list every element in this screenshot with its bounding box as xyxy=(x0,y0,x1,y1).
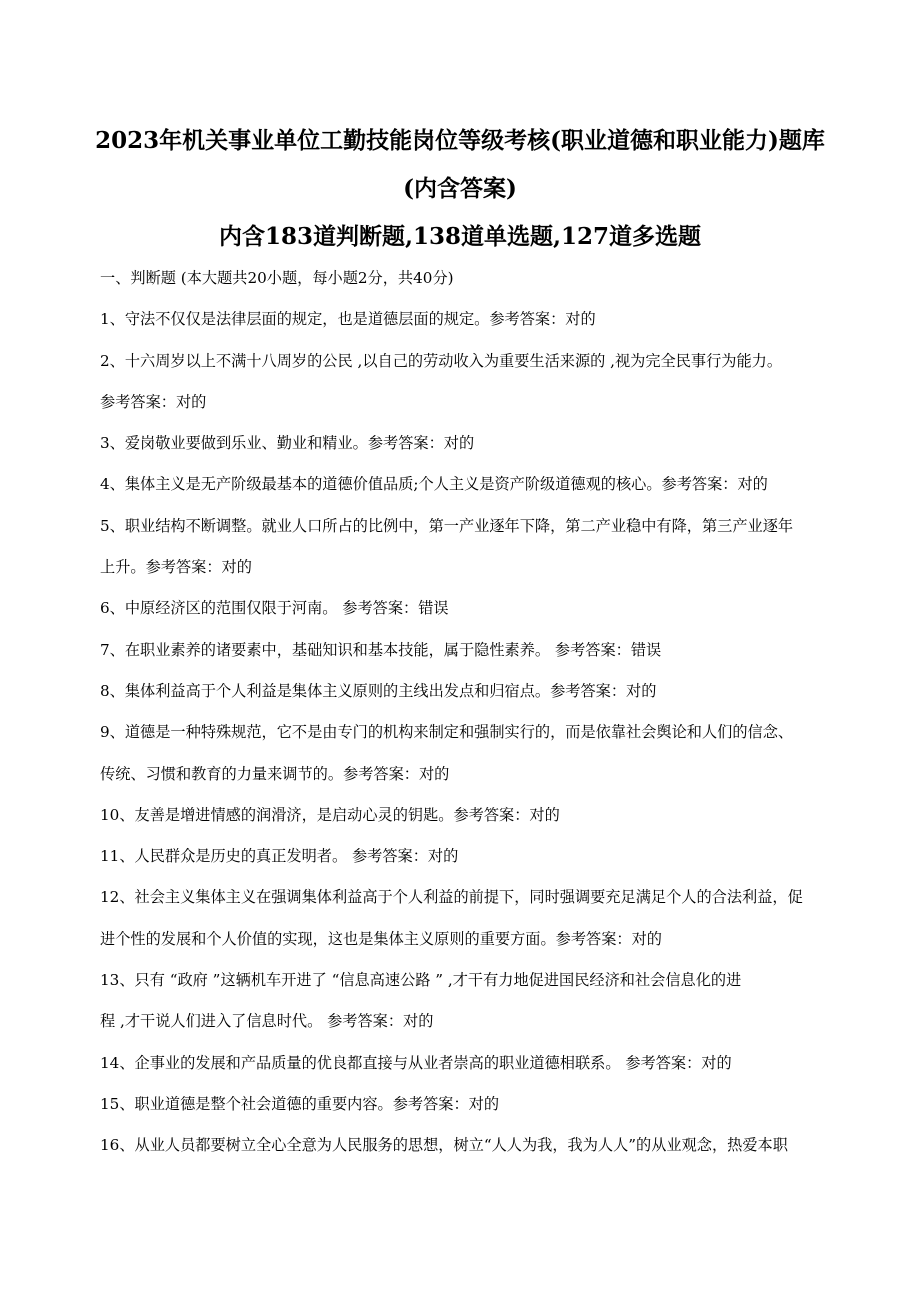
question-line: 5、职业结构不断调整。就业人口所占的比例中，第一产业逐年下降，第二产业稳中有降，第三产业逐年 xyxy=(100,516,794,535)
question-item xyxy=(100,464,840,505)
section-heading: 一、判断题 (本大题共20小题，每小题2分，共40分) xyxy=(100,269,454,287)
question-item xyxy=(100,1043,840,1084)
document-subtitle: 内含183道判断题,138道单选题,127道多选题 xyxy=(218,223,702,250)
document-title-line-2: (内含答案) xyxy=(403,175,517,202)
question-line: 参考答案：对的 xyxy=(100,392,207,411)
question-item xyxy=(100,1125,840,1166)
question-item xyxy=(100,299,840,340)
question-line: 9、道德是一种特殊规范，它不是由专门的机构来制定和强制实行的，而是依靠社会舆论和人们的信念、 xyxy=(100,723,794,742)
question-item xyxy=(100,836,840,877)
question-line: 2、十六周岁以上不满十八周岁的公民 ,以自己的劳动收入为重要生活来源的 ,视为完全民事行为能力。 xyxy=(100,351,783,370)
question-item xyxy=(100,960,840,1043)
question-line: 6、中原经济区的范围仅限于河南。 参考答案：错误 xyxy=(100,599,449,618)
question-item xyxy=(100,341,840,424)
question-item xyxy=(100,588,840,629)
question-line: 1、守法不仅仅是法律层面的规定，也是道德层面的规定。参考答案：对的 xyxy=(100,310,596,329)
question-line: 8、集体利益高于个人利益是集体主义原则的主线出发点和归宿点。参考答案：对的 xyxy=(100,681,657,700)
question-line: 传统、习惯和教育的力量来调节的。参考答案：对的 xyxy=(100,764,450,783)
question-item xyxy=(100,506,840,589)
question-line: 13、只有 “政府 ”这辆机车开进了 “信息高速公路 ” ,才干有力地促进国民经济和社会信息化的进 xyxy=(100,971,742,990)
document-title-line-1: 2023年机关事业单位工勤技能岗位等级考核(职业道德和职业能力)题库 xyxy=(95,127,825,154)
question-line: 程 ,才干说人们进入了信息时代。 参考答案：对的 xyxy=(100,1012,434,1031)
question-line: 14、企事业的发展和产品质量的优良都直接与从业者崇高的职业道德相联系。 参考答案：对的 xyxy=(100,1053,732,1072)
question-line: 16、从业人员都要树立全心全意为人民服务的思想，树立“人人为我，我为人人”的从业观念，热爱本职 xyxy=(100,1136,788,1155)
question-item xyxy=(100,795,840,836)
question-line: 11、人民群众是历史的真正发明者。 参考答案：对的 xyxy=(100,847,459,866)
question-item xyxy=(100,712,840,795)
question-line: 上升。参考答案：对的 xyxy=(100,558,252,577)
question-item xyxy=(100,630,840,671)
question-item xyxy=(100,877,840,960)
question-line: 7、在职业素养的诸要素中，基础知识和基本技能，属于隐性素养。 参考答案：错误 xyxy=(100,640,662,659)
question-line: 进个性的发展和个人价值的实现，这也是集体主义原则的重要方面。参考答案：对的 xyxy=(100,929,662,948)
question-list xyxy=(100,258,840,1167)
question-item xyxy=(100,1084,840,1125)
question-line: 12、社会主义集体主义在强调集体利益高于个人利益的前提下，同时强调要充足满足个人的合法利益，促 xyxy=(100,888,803,907)
question-line: 15、职业道德是整个社会道德的重要内容。参考答案：对的 xyxy=(100,1094,500,1113)
question-item xyxy=(100,423,840,464)
question-line: 4、集体主义是无产阶级最基本的道德价值品质;个人主义是资产阶级道德观的核心。参考答案：对的 xyxy=(100,475,768,494)
question-item xyxy=(100,671,840,712)
question-line: 3、爱岗敬业要做到乐业、勤业和精业。参考答案：对的 xyxy=(100,434,475,453)
question-line: 10、友善是增进情感的润滑济，是启动心灵的钥匙。参考答案：对的 xyxy=(100,805,560,824)
